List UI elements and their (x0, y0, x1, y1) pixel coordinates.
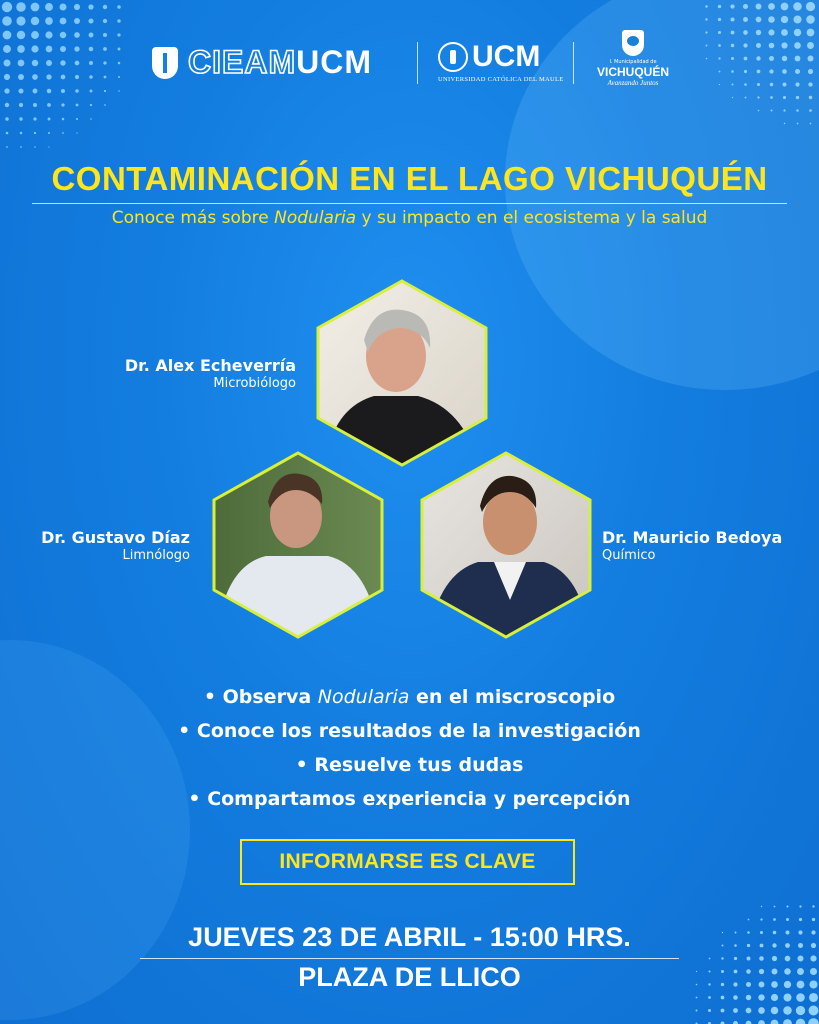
halftone-dot (743, 17, 748, 22)
halftone-dot (48, 146, 49, 147)
halftone-dot (90, 104, 92, 106)
halftone-dot (60, 18, 67, 25)
halftone-dot (117, 5, 121, 9)
halftone-dot (88, 4, 93, 9)
speaker-photo-gustavo (210, 450, 386, 640)
halftone-dot (746, 995, 751, 1000)
halftone-dot (61, 103, 64, 106)
halftone-dot (16, 16, 25, 25)
halftone-dot (768, 3, 775, 10)
halftone-dot (798, 956, 804, 962)
municipal-crest-icon (622, 30, 644, 56)
halftone-dot (743, 4, 748, 9)
ucm-logo (438, 40, 564, 83)
title-underline (32, 203, 787, 204)
logo-bar (0, 30, 819, 100)
halftone-dot (76, 118, 78, 120)
topic-list (0, 683, 819, 819)
halftone-dot (88, 18, 93, 23)
halftone-dot (5, 117, 9, 121)
halftone-dot (781, 16, 788, 23)
shield-icon (152, 47, 178, 79)
halftone-dot (733, 995, 738, 1000)
vichuquen-logo-text: VICHUQUÉN (596, 65, 669, 79)
halftone-dot (730, 4, 734, 8)
speaker-name-mauricio: Dr. Mauricio Bedoya (602, 528, 783, 547)
speaker-role-mauricio: Químico (602, 548, 656, 563)
subtitle-italic-term: Nodularia (274, 208, 357, 228)
halftone-dot (796, 1019, 806, 1024)
halftone-dot (786, 918, 789, 921)
halftone-dot (761, 906, 762, 907)
halftone-dot (781, 3, 789, 11)
halftone-dot (809, 1006, 819, 1016)
halftone-dot (708, 996, 711, 999)
ucm-logo-text: UCM (472, 40, 541, 73)
halftone-dot (756, 4, 762, 10)
logo-divider (573, 42, 574, 84)
subtitle-text-after: y su impacto en el ecosistema y la salud (356, 208, 708, 228)
halftone-dot (797, 123, 799, 125)
italic-term: Nodularia (317, 686, 410, 708)
speaker-role-gustavo: Limnólogo (122, 548, 190, 563)
event-location: PLAZA DE LLICO (298, 962, 521, 992)
halftone-dot (76, 104, 79, 107)
subtitle-text-before: Conoce más sobre (111, 208, 275, 228)
vichuquen-logo-slogan: Avanzando Juntos (607, 79, 659, 87)
event-title: CONTAMINACIÓN EN EL LAGO VICHUQUÉN (51, 160, 768, 197)
halftone-dot (2, 16, 12, 26)
halftone-dot (771, 1020, 779, 1024)
halftone-dot (6, 132, 9, 135)
halftone-dot (721, 996, 725, 1000)
halftone-dot (784, 123, 785, 124)
halftone-dot (812, 905, 814, 907)
halftone-dot (34, 132, 36, 134)
halftone-dot (810, 955, 816, 961)
halftone-dot (48, 132, 50, 134)
halftone-dot (721, 1009, 725, 1013)
halftone-dot (696, 997, 698, 999)
halftone-dot (783, 1006, 791, 1014)
halftone-dot (74, 4, 80, 10)
halftone-dot (45, 3, 53, 11)
halftone-dot (31, 3, 40, 12)
halftone-dot (33, 103, 37, 107)
cieam-logo-bold-text: UCM (296, 44, 372, 80)
halftone-dot (19, 117, 22, 120)
halftone-dot (746, 1021, 752, 1024)
halftone-dot (74, 18, 80, 24)
halftone-dot (90, 118, 92, 120)
halftone-dot (76, 132, 77, 133)
speaker-name-alex: Dr. Alex Echeverría (124, 356, 296, 375)
halftone-dot (705, 5, 707, 7)
speaker-photo-mauricio (418, 450, 594, 640)
halftone-dot (48, 118, 51, 121)
halftone-dot (59, 3, 66, 10)
halftone-dot (16, 2, 26, 12)
halftone-dot (796, 1006, 805, 1015)
halftone-dot (2, 2, 12, 12)
halftone-dot (799, 905, 801, 907)
halftone-dot (812, 918, 815, 921)
halftone-dot (747, 957, 751, 961)
halftone-dot (734, 957, 737, 960)
halftone-dot (796, 993, 805, 1002)
halftone-dot (806, 2, 815, 11)
halftone-dot (799, 918, 802, 921)
cieam-ucm-logo (152, 44, 372, 81)
halftone-dot (793, 2, 802, 11)
halftone-dot (33, 117, 36, 120)
halftone-dot (20, 132, 23, 135)
halftone-dot (772, 956, 777, 961)
halftone-dot (62, 132, 64, 134)
list-item: • Resuelve tus dudas (295, 754, 524, 776)
vichuquen-logo-small-text: I. Municipalidad de (609, 59, 657, 65)
halftone-dot (774, 906, 776, 908)
list-item: • Observa Nodularia en el miscroscopio (203, 686, 616, 708)
halftone-dot (104, 104, 106, 106)
halftone-dot (758, 110, 760, 112)
halftone-dot (62, 118, 65, 121)
halftone-dot (758, 994, 764, 1000)
halftone-dot (809, 109, 812, 112)
halftone-dot (783, 1019, 792, 1024)
halftone-dot (758, 1007, 765, 1014)
speaker-name-gustavo: Dr. Gustavo Díaz (41, 528, 190, 547)
halftone-dot (103, 5, 107, 9)
halftone-dot (748, 919, 750, 921)
halftone-dot (806, 15, 815, 24)
list-item: • Compartamos experiencia y percepción (188, 788, 631, 810)
halftone-dot (6, 146, 8, 148)
halftone-dot (759, 956, 764, 961)
halftone-dot (5, 103, 9, 107)
halftone-dot (809, 993, 818, 1002)
halftone-dot (696, 1010, 698, 1012)
speaker-photo-alex (314, 278, 490, 468)
halftone-dot (709, 958, 711, 960)
halftone-dot (758, 1020, 765, 1024)
halftone-dot (793, 15, 801, 23)
halftone-dot (721, 957, 723, 959)
date-divider (140, 958, 679, 959)
halftone-dot (733, 1008, 738, 1013)
halftone-dot (730, 17, 734, 21)
event-subtitle (0, 208, 819, 228)
logo-divider (417, 42, 418, 84)
halftone-dot (771, 110, 773, 112)
halftone-dot (760, 918, 762, 920)
halftone-dot (117, 19, 120, 22)
halftone-dot (756, 17, 762, 23)
list-item: • Conoce los resultados de la investigación (178, 720, 641, 742)
halftone-dot (45, 17, 53, 25)
halftone-dot (808, 1018, 819, 1024)
halftone-dot (768, 16, 775, 23)
halftone-dot (783, 109, 785, 111)
event-date-time: JUEVES 23 DE ABRIL - 15:00 HRS. (188, 922, 631, 952)
halftone-dot (20, 146, 22, 148)
halftone-dot (718, 18, 721, 21)
halftone-dot (47, 103, 51, 107)
halftone-dot (784, 994, 792, 1002)
halftone-dot (785, 956, 791, 962)
halftone-dot (771, 1007, 779, 1015)
speaker-role-alex: Microbiólogo (213, 376, 296, 391)
halftone-dot (19, 103, 23, 107)
halftone-dot (708, 1009, 711, 1012)
halftone-dot (773, 918, 776, 921)
cieam-logo-outline-text: CIEAM (188, 44, 297, 80)
halftone-dot (103, 19, 107, 23)
ucm-seal-icon (438, 42, 468, 72)
halftone-dot (718, 5, 721, 8)
halftone-dot (705, 18, 707, 20)
ucm-logo-subtitle: UNIVERSIDAD CATÓLICA DEL MAULE (438, 76, 564, 83)
halftone-dot (34, 146, 36, 148)
halftone-dot (771, 994, 778, 1001)
vichuquen-logo (588, 30, 678, 87)
halftone-dot (786, 905, 788, 907)
slogan-box: INFORMARSE ES CLAVE (240, 839, 575, 885)
halftone-dot (746, 1008, 752, 1014)
halftone-dot (810, 123, 812, 125)
halftone-dot (796, 109, 799, 112)
halftone-dot (31, 17, 39, 25)
